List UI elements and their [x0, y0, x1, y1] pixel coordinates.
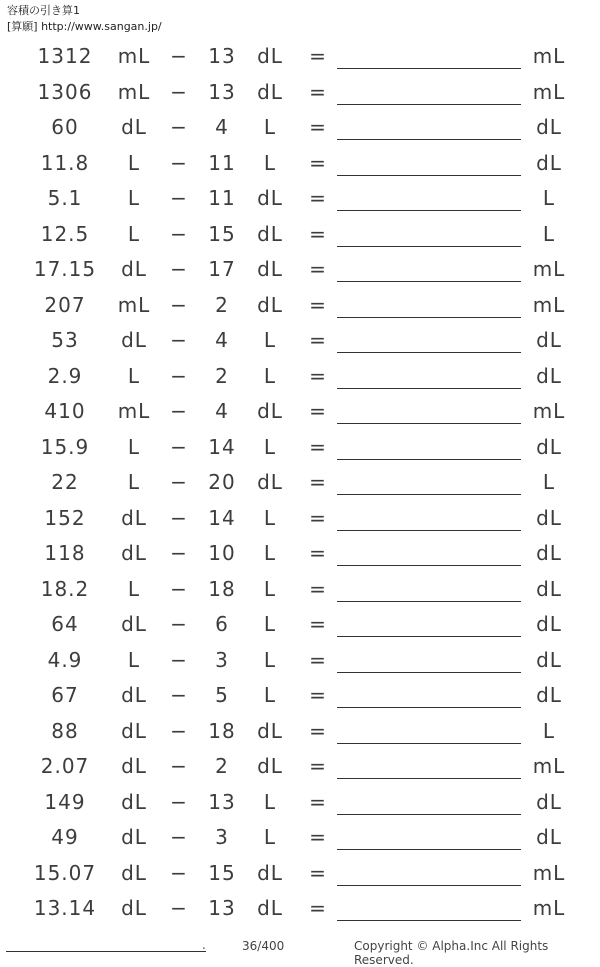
name-line — [6, 951, 206, 952]
answer-blank[interactable] — [337, 466, 521, 495]
answer-blank[interactable] — [337, 360, 521, 389]
source-url: [算願] http://www.sangan.jp/ — [7, 20, 162, 33]
worksheet-header — [7, 3, 162, 35]
minuend-value: 53 — [51, 328, 79, 352]
equals-sign: = — [309, 221, 327, 246]
answer-blank[interactable] — [337, 502, 521, 531]
result-unit: dL — [536, 505, 562, 530]
answer-blank[interactable] — [337, 182, 521, 211]
minuend-value: 1306 — [37, 79, 93, 104]
problem-row — [0, 784, 600, 820]
answer-blank[interactable] — [337, 715, 521, 744]
minuend-value: 1312 — [37, 44, 93, 68]
problem-row — [0, 890, 600, 926]
minus-sign: − — [170, 79, 188, 104]
result-unit: L — [542, 221, 556, 246]
equals-sign: = — [309, 186, 327, 210]
problem-row — [0, 429, 600, 465]
minuend-value: 67 — [51, 683, 79, 707]
minuend-unit: mL — [117, 292, 151, 317]
problem-row — [0, 109, 600, 145]
subtrahend-value: 11 — [208, 150, 236, 175]
minuend-unit: dL — [121, 825, 147, 849]
minus-sign: − — [170, 434, 188, 459]
answer-blank[interactable] — [337, 573, 521, 602]
minus-sign: − — [170, 612, 188, 636]
subtrahend-value: 14 — [208, 434, 236, 459]
minuend-value: 13.14 — [33, 896, 97, 920]
result-unit: dL — [536, 328, 562, 352]
problem-row — [0, 677, 600, 713]
minuend-unit: dL — [121, 860, 147, 885]
minus-sign: − — [170, 399, 188, 423]
answer-blank[interactable] — [337, 892, 521, 921]
problem-row — [0, 855, 600, 891]
equals-sign: = — [309, 292, 327, 317]
problem-row — [0, 287, 600, 323]
equals-sign: = — [309, 470, 327, 494]
answer-blank[interactable] — [337, 147, 521, 176]
problem-row — [0, 571, 600, 607]
answer-blank[interactable] — [337, 218, 521, 247]
answer-blank[interactable] — [337, 644, 521, 673]
subtrahend-value: 10 — [208, 541, 236, 565]
result-unit: mL — [532, 754, 566, 778]
minus-sign: − — [170, 115, 188, 139]
subtrahend-unit: dL — [257, 860, 283, 885]
footer-dot: . — [202, 938, 206, 952]
equals-sign: = — [309, 825, 327, 849]
subtrahend-value: 13 — [208, 789, 236, 814]
answer-blank[interactable] — [337, 608, 521, 637]
minus-sign: − — [170, 292, 188, 317]
subtrahend-unit: L — [263, 576, 277, 601]
answer-blank[interactable] — [337, 40, 521, 69]
minuend-value: 49 — [51, 825, 79, 849]
answer-blank[interactable] — [337, 537, 521, 566]
equals-sign: = — [309, 576, 327, 601]
subtrahend-unit: dL — [257, 44, 283, 68]
minus-sign: − — [170, 576, 188, 601]
minuend-value: 88 — [51, 718, 79, 743]
answer-blank[interactable] — [337, 324, 521, 353]
subtrahend-unit: L — [263, 434, 277, 459]
subtrahend-unit: L — [263, 328, 277, 352]
result-unit: dL — [536, 150, 562, 175]
minuend-value: 410 — [44, 399, 86, 423]
minus-sign: − — [170, 328, 188, 352]
equals-sign: = — [309, 896, 327, 920]
equals-sign: = — [309, 79, 327, 104]
equals-sign: = — [309, 505, 327, 530]
equals-sign: = — [309, 860, 327, 885]
answer-blank[interactable] — [337, 679, 521, 708]
minuend-unit: L — [127, 186, 141, 210]
subtrahend-unit: L — [263, 505, 277, 530]
subtrahend-unit: dL — [257, 257, 283, 281]
problem-row — [0, 713, 600, 749]
result-unit: mL — [532, 44, 566, 68]
answer-blank[interactable] — [337, 750, 521, 779]
subtrahend-unit: dL — [257, 896, 283, 920]
problem-row — [0, 251, 600, 287]
minuend-value: 152 — [44, 505, 86, 530]
subtrahend-value: 20 — [208, 470, 236, 494]
result-unit: mL — [532, 292, 566, 317]
subtrahend-value: 13 — [208, 44, 236, 68]
answer-blank[interactable] — [337, 76, 521, 105]
copyright-text: Copyright © Alpha.Inc All Rights Reserved. — [354, 939, 549, 967]
subtrahend-unit: L — [263, 647, 277, 672]
problem-row — [0, 535, 600, 571]
minus-sign: − — [170, 647, 188, 672]
minus-sign: − — [170, 257, 188, 281]
minus-sign: − — [170, 150, 188, 175]
answer-blank[interactable] — [337, 857, 521, 886]
minuend-unit: mL — [117, 79, 151, 104]
subtrahend-value: 4 — [215, 115, 229, 139]
subtrahend-value: 18 — [208, 718, 236, 743]
result-unit: L — [542, 718, 556, 743]
minus-sign: − — [170, 363, 188, 388]
subtrahend-value: 2 — [215, 754, 229, 778]
answer-blank[interactable] — [337, 786, 521, 815]
equals-sign: = — [309, 257, 327, 281]
problem-row — [0, 38, 600, 74]
minus-sign: − — [170, 470, 188, 494]
problem-row — [0, 464, 600, 500]
result-unit: dL — [536, 789, 562, 814]
minuend-value: 60 — [51, 115, 79, 139]
minuend-unit: dL — [121, 541, 147, 565]
minuend-unit: dL — [121, 328, 147, 352]
subtrahend-unit: dL — [257, 754, 283, 778]
equals-sign: = — [309, 434, 327, 459]
minuend-unit: mL — [117, 44, 151, 68]
minus-sign: − — [170, 860, 188, 885]
problem-row — [0, 642, 600, 678]
result-unit: mL — [532, 257, 566, 281]
minus-sign: − — [170, 505, 188, 530]
result-unit: dL — [536, 825, 562, 849]
equals-sign: = — [309, 683, 327, 707]
minuend-unit: L — [127, 150, 141, 175]
subtrahend-unit: L — [263, 789, 277, 814]
minuend-unit: L — [127, 576, 141, 601]
minus-sign: − — [170, 221, 188, 246]
equals-sign: = — [309, 115, 327, 139]
minuend-unit: dL — [121, 257, 147, 281]
subtrahend-value: 13 — [208, 896, 236, 920]
minuend-unit: L — [127, 470, 141, 494]
minuend-value: 207 — [44, 292, 86, 317]
minuend-value: 12.5 — [40, 221, 90, 246]
subtrahend-unit: dL — [257, 470, 283, 494]
subtrahend-value: 3 — [215, 825, 229, 849]
subtrahend-value: 18 — [208, 576, 236, 601]
subtrahend-value: 15 — [208, 860, 236, 885]
minus-sign: − — [170, 789, 188, 814]
subtrahend-value: 15 — [208, 221, 236, 246]
equals-sign: = — [309, 44, 327, 68]
result-unit: L — [542, 186, 556, 210]
minuend-unit: dL — [121, 505, 147, 530]
subtrahend-unit: L — [263, 541, 277, 565]
problem-row — [0, 393, 600, 429]
minuend-value: 2.07 — [40, 754, 90, 778]
subtrahend-unit: L — [263, 683, 277, 707]
minuend-value: 2.9 — [47, 363, 83, 388]
minuend-value: 22 — [51, 470, 79, 494]
subtrahend-unit: L — [263, 150, 277, 175]
problem-row — [0, 145, 600, 181]
problem-list — [0, 38, 600, 926]
subtrahend-value: 2 — [215, 292, 229, 317]
minuend-unit: dL — [121, 754, 147, 778]
minuend-unit: L — [127, 363, 141, 388]
result-unit: mL — [532, 860, 566, 885]
equals-sign: = — [309, 612, 327, 636]
result-unit: dL — [536, 683, 562, 707]
subtrahend-value: 11 — [208, 186, 236, 210]
problem-row — [0, 322, 600, 358]
equals-sign: = — [309, 541, 327, 565]
worksheet-title: 容積の引き算1 — [7, 4, 80, 17]
result-unit: mL — [532, 79, 566, 104]
subtrahend-unit: L — [263, 612, 277, 636]
minuend-unit: L — [127, 434, 141, 459]
subtrahend-value: 4 — [215, 399, 229, 423]
problem-row — [0, 358, 600, 394]
subtrahend-value: 6 — [215, 612, 229, 636]
answer-blank[interactable] — [337, 111, 521, 140]
minuend-unit: dL — [121, 115, 147, 139]
subtrahend-value: 2 — [215, 363, 229, 388]
result-unit: dL — [536, 363, 562, 388]
minus-sign: − — [170, 541, 188, 565]
equals-sign: = — [309, 718, 327, 743]
equals-sign: = — [309, 754, 327, 778]
result-unit: mL — [532, 399, 566, 423]
problem-row — [0, 74, 600, 110]
equals-sign: = — [309, 789, 327, 814]
result-unit: dL — [536, 612, 562, 636]
minuend-value: 5.1 — [47, 186, 83, 210]
equals-sign: = — [309, 399, 327, 423]
minuend-value: 17.15 — [33, 257, 97, 281]
result-unit: dL — [536, 647, 562, 672]
subtrahend-unit: dL — [257, 399, 283, 423]
result-unit: dL — [536, 434, 562, 459]
result-unit: dL — [536, 115, 562, 139]
result-unit: mL — [532, 896, 566, 920]
subtrahend-value: 4 — [215, 328, 229, 352]
minus-sign: − — [170, 825, 188, 849]
subtrahend-value: 3 — [215, 647, 229, 672]
minus-sign: − — [170, 683, 188, 707]
subtrahend-value: 13 — [208, 79, 236, 104]
minuend-unit: dL — [121, 612, 147, 636]
subtrahend-unit: L — [263, 115, 277, 139]
minus-sign: − — [170, 186, 188, 210]
minuend-unit: L — [127, 221, 141, 246]
minus-sign: − — [170, 44, 188, 68]
minuend-value: 64 — [51, 612, 79, 636]
minuend-unit: dL — [121, 896, 147, 920]
equals-sign: = — [309, 647, 327, 672]
subtrahend-unit: L — [263, 825, 277, 849]
subtrahend-unit: dL — [257, 79, 283, 104]
problem-row — [0, 180, 600, 216]
answer-blank[interactable] — [337, 289, 521, 318]
subtrahend-unit: dL — [257, 718, 283, 743]
page-number: 36/400 — [242, 939, 285, 953]
answer-blank[interactable] — [337, 395, 521, 424]
page-footer — [0, 936, 600, 967]
minus-sign: − — [170, 754, 188, 778]
subtrahend-value: 14 — [208, 505, 236, 530]
minuend-value: 18.2 — [40, 576, 90, 601]
subtrahend-unit: dL — [257, 186, 283, 210]
result-unit: dL — [536, 541, 562, 565]
problem-row — [0, 500, 600, 536]
result-unit: L — [542, 470, 556, 494]
subtrahend-value: 5 — [215, 683, 229, 707]
minus-sign: − — [170, 896, 188, 920]
equals-sign: = — [309, 150, 327, 175]
minuend-value: 118 — [44, 541, 86, 565]
answer-blank[interactable] — [337, 431, 521, 460]
minuend-unit: dL — [121, 789, 147, 814]
answer-blank[interactable] — [337, 821, 521, 850]
equals-sign: = — [309, 363, 327, 388]
minuend-value: 4.9 — [47, 647, 83, 672]
minus-sign: − — [170, 718, 188, 743]
equals-sign: = — [309, 328, 327, 352]
subtrahend-unit: dL — [257, 292, 283, 317]
problem-row — [0, 748, 600, 784]
subtrahend-value: 17 — [208, 257, 236, 281]
minuend-value: 11.8 — [40, 150, 90, 175]
minuend-value: 15.07 — [33, 860, 97, 885]
result-unit: dL — [536, 576, 562, 601]
minuend-value: 149 — [44, 789, 86, 814]
problem-row — [0, 216, 600, 252]
minuend-unit: mL — [117, 399, 151, 423]
minuend-unit: L — [127, 647, 141, 672]
subtrahend-unit: L — [263, 363, 277, 388]
minuend-unit: dL — [121, 718, 147, 743]
minuend-unit: dL — [121, 683, 147, 707]
problem-row — [0, 606, 600, 642]
problem-row — [0, 819, 600, 855]
answer-blank[interactable] — [337, 253, 521, 282]
subtrahend-unit: dL — [257, 221, 283, 246]
minuend-value: 15.9 — [40, 434, 90, 459]
